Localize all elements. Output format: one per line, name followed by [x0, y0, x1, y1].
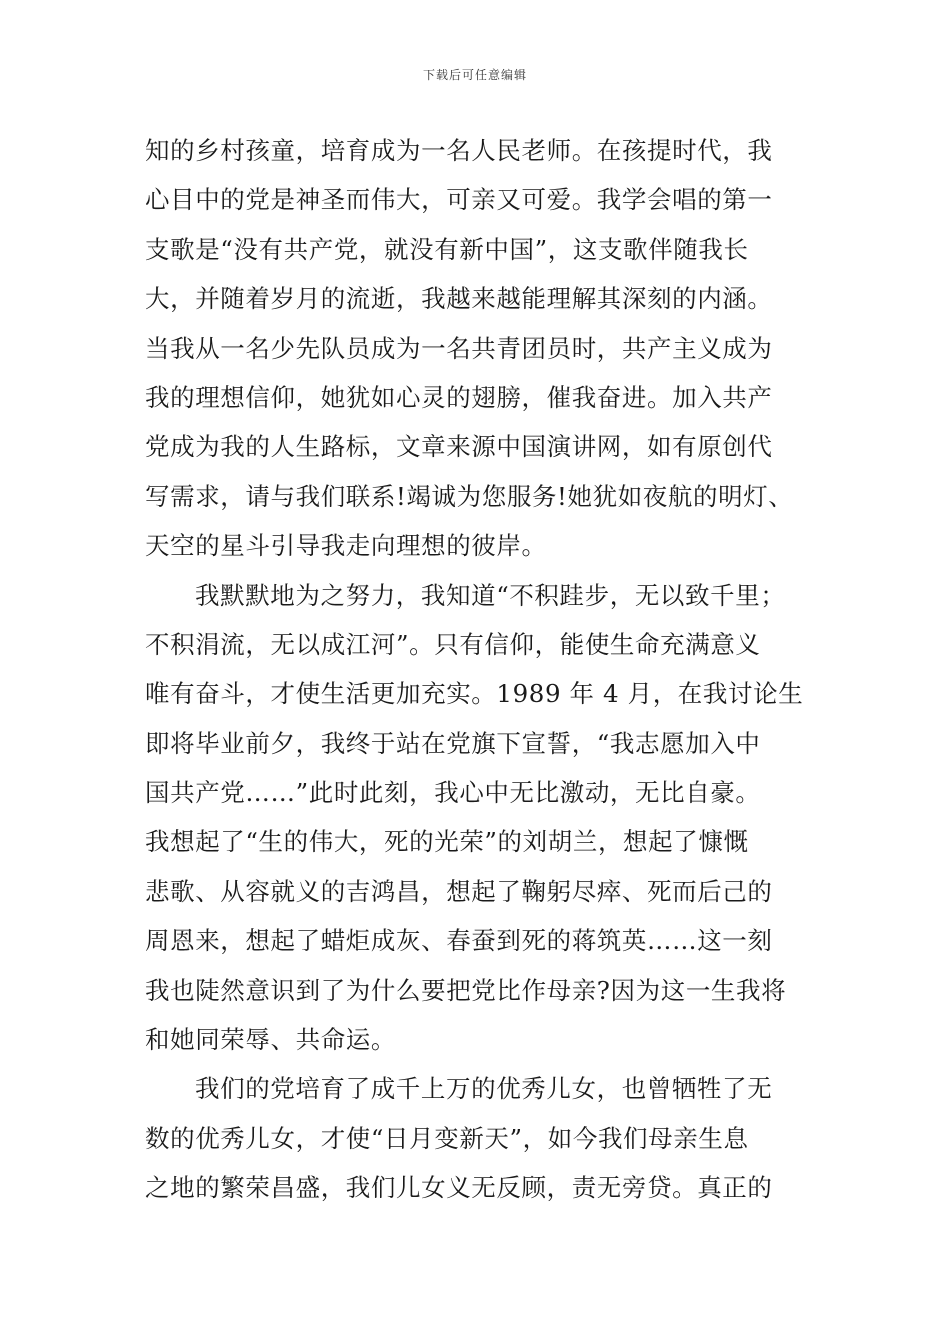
text-line: 天空的星斗引导我走向理想的彼岸。 — [145, 531, 547, 561]
text-line: 之地的繁荣昌盛，我们儿女义无反顾，责无旁贷。真正的 — [145, 1173, 773, 1203]
body-text — [145, 126, 815, 1213]
text-line: 党成为我的人生路标，文章来源中国演讲网，如有原创代 — [145, 432, 773, 462]
text-line: 周恩来，想起了蜡炬成灰、春蚕到死的蒋筑英……这一刻 — [145, 926, 773, 956]
text-line: 写需求，请与我们联系!竭诚为您服务!她犹如夜航的明灯、 — [145, 481, 794, 511]
text-line: 不积涓流，无以成江河”。只有信仰，能使生命充满意义 — [145, 629, 761, 659]
text-line: 国共产党……”此时此刻，我心中无比激动，无比自豪。 — [145, 778, 761, 808]
page-header: 下载后可任意编辑 — [422, 68, 527, 82]
text-line: 和她同荣辱、共命运。 — [145, 1025, 396, 1055]
text-line: 我的理想信仰，她犹如心灵的翅膀，催我奋进。加入共产 — [145, 382, 773, 412]
text-line: 支歌是“没有共产党，就没有新中国”，这支歌伴随我长 — [145, 234, 749, 264]
text-line: 大，并随着岁月的流逝，我越来越能理解其深刻的内涵。 — [145, 284, 773, 314]
text-line: 我想起了“生的伟大，死的光荣”的刘胡兰，想起了慷慨 — [145, 827, 749, 857]
text-line: 我也陡然意识到了为什么要把党比作母亲?因为这一生我将 — [145, 975, 787, 1005]
text-line: 悲歌、从容就义的吉鸿昌，想起了鞠躬尽瘁、死而后己的 — [145, 876, 773, 906]
text-line: 数的优秀儿女，才使“日月变新天”，如今我们母亲生息 — [145, 1123, 749, 1153]
text-line: 心目中的党是神圣而伟大，可亲又可爱。我学会唱的第一 — [145, 185, 773, 215]
text-line: 即将毕业前夕，我终于站在党旗下宣誓，“我志愿加入中 — [145, 728, 761, 758]
text-line: 唯有奋斗，才使生活更加充实。1989 年 4 月，在我讨论生 — [145, 679, 804, 709]
paragraph-start-line: 我们的党培育了成千上万的优秀儿女，也曾牺牲了无 — [195, 1074, 773, 1104]
paragraph-start-line: 我默默地为之努力，我知道“不积跬步，无以致千里； — [195, 580, 786, 610]
text-line: 知的乡村孩童，培育成为一名人民老师。在孩提时代，我 — [145, 136, 773, 165]
text-line: 当我从一名少先队员成为一名共青团员时，共产主义成为 — [145, 333, 773, 363]
